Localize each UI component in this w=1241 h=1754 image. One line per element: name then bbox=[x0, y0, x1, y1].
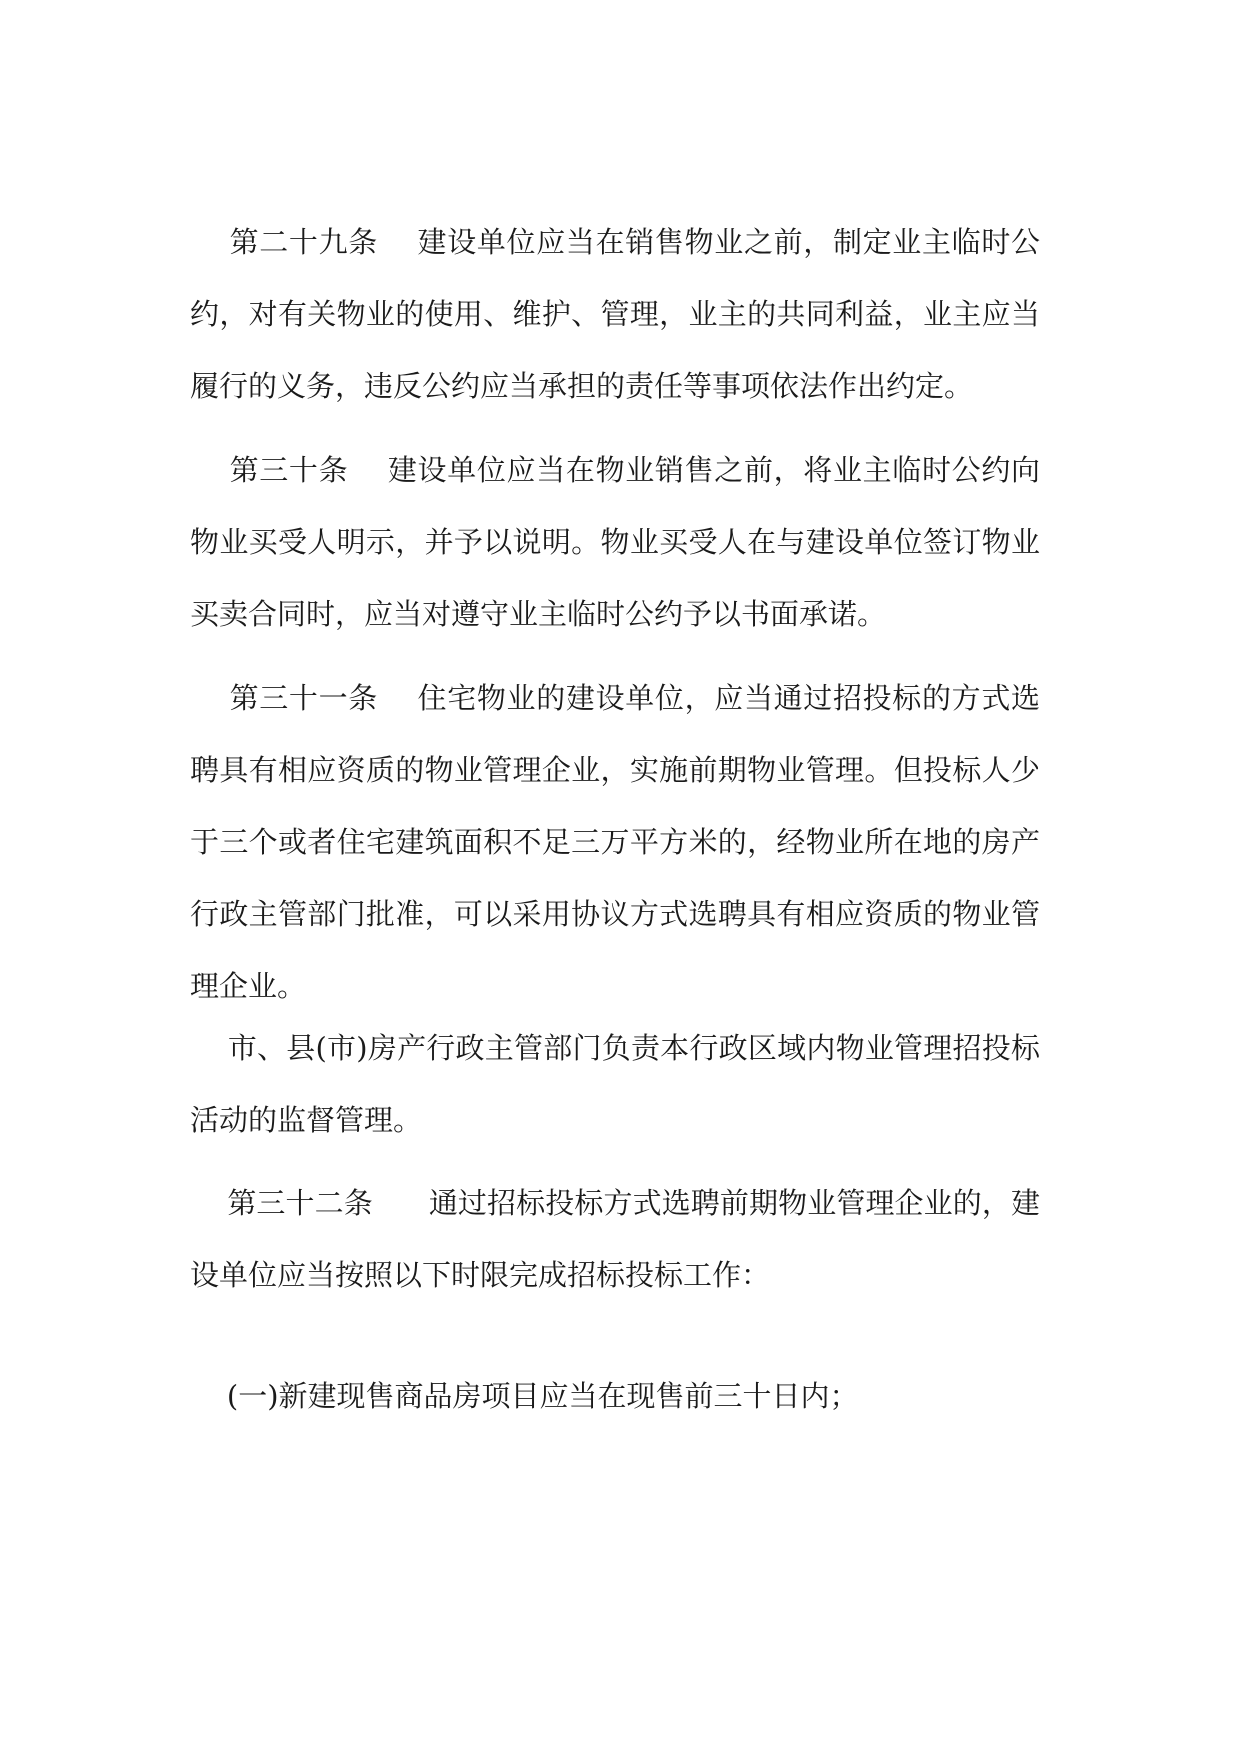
article-number: 第三十条 bbox=[229, 453, 349, 487]
article-text: 住宅物业的建设单位，应当通过招投标的方式选聘具有相应资质的物业管理企业，实施前期物业管理。但投标人少于三个或者住宅建筑面积不足三万平方米的，经物业所在地的房产行政主管部门批准，可以采用协议方式选聘具有相应资质的物业管理企业。 bbox=[190, 681, 1040, 1003]
article-number: 第三十一条 bbox=[229, 681, 378, 715]
article-text: 建设单位应当在物业销售之前，将业主临时公约向物业买受人明示，并予以说明。物业买受人在与建设单位签订物业买卖合同时，应当对遵守业主临时公约予以书面承诺。 bbox=[190, 453, 1040, 631]
paragraph-text: 市、县(市)房产行政主管部门负责本行政区域内物业管理招投标活动的监督管理。 bbox=[190, 1031, 1040, 1137]
paragraph-text: (一)新建现售商品房项目应当在现售前三十日内； bbox=[226, 1379, 859, 1413]
article-number: 第二十九条 bbox=[229, 225, 378, 259]
article-gap bbox=[373, 1186, 429, 1220]
article-number: 第三十二条 bbox=[227, 1186, 373, 1220]
article-gap bbox=[378, 681, 418, 715]
paragraph-item-1 bbox=[190, 1288, 1040, 1504]
article-text: 建设单位应当在销售物业之前，制定业主临时公约，对有关物业的使用、维护、管理，业主的共同利益，业主应当履行的义务，违反公约应当承担的责任等事项依法作出约定。 bbox=[190, 225, 1040, 403]
article-text: 通过招标投标方式选聘前期物业管理企业的，建设单位应当按照以下时限完成招标投标工作： bbox=[190, 1186, 1040, 1292]
article-gap bbox=[348, 453, 388, 487]
article-gap bbox=[378, 225, 418, 259]
